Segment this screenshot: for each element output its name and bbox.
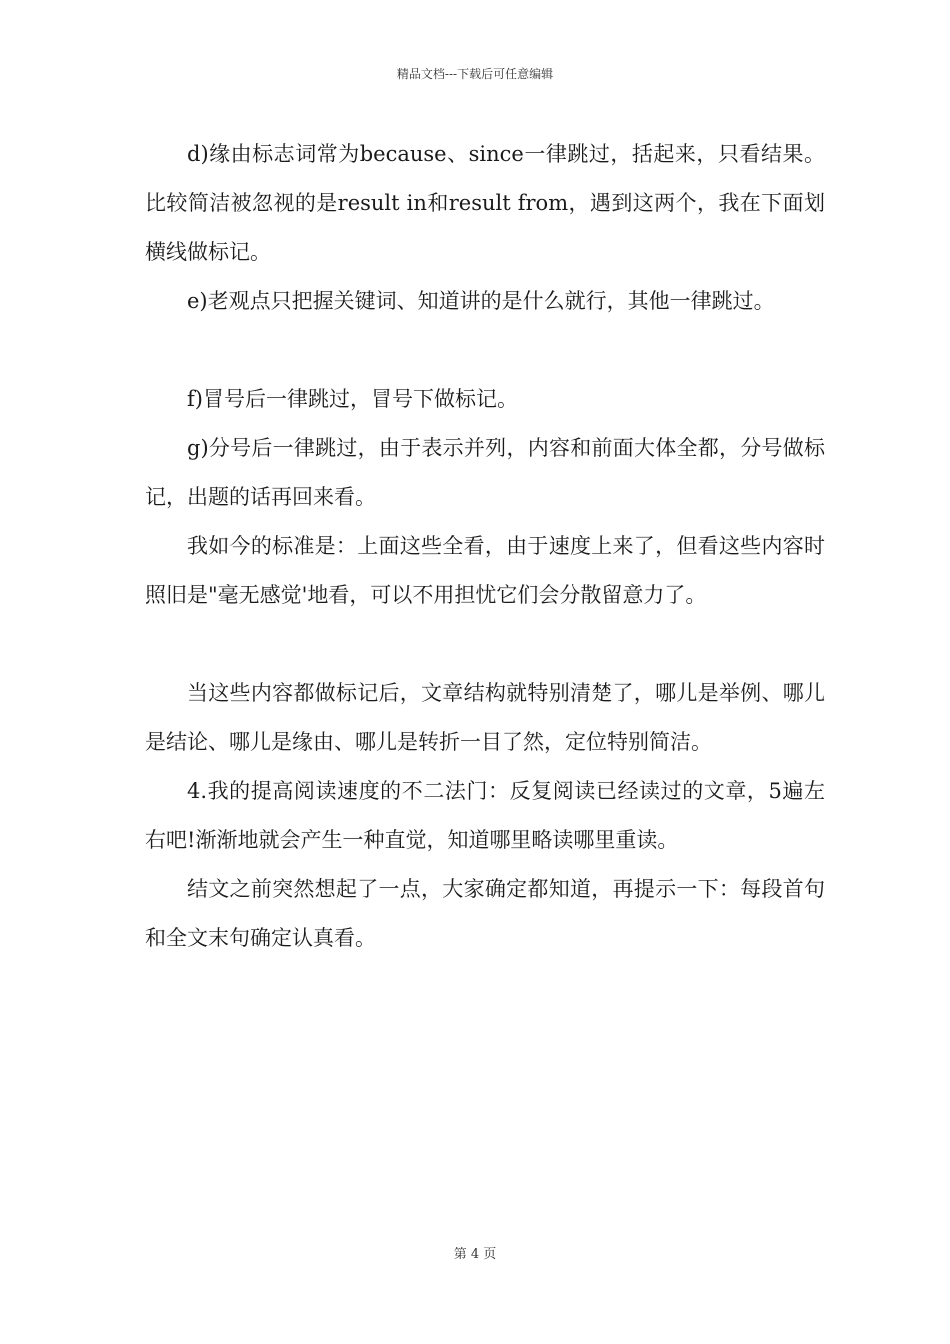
paragraph-spacer: [145, 326, 825, 375]
paragraph-d: d)缘由标志词常为because、since一律跳过，括起来，只看结果。比较简洁被忽视的是result in和result from，遇到这两个，我在下面划横线做标记。: [145, 142, 825, 264]
document-body: [145, 130, 825, 963]
page-number: 第 4 页: [453, 1247, 497, 1262]
paragraph-spacer: [145, 620, 825, 669]
paragraph-e: e)老观点只把握关键词、知道讲的是什么就行，其他一律跳过。: [187, 289, 775, 313]
paragraph-g: g)分号后一律跳过，由于表示并列，内容和前面大体全都，分号做标记，出题的话再回来看。: [145, 436, 825, 509]
paragraph-structure: 当这些内容都做标记后，文章结构就特别清楚了，哪儿是举例、哪儿是结论、哪儿是缘由、哪儿是转折一目了然，定位特别简洁。: [145, 681, 825, 754]
paragraph-standard: 我如今的标准是：上面这些全看，由于速度上来了，但看这些内容时照旧是"毫无感觉'地看，可以不用担忧它们会分散留意力了。: [145, 534, 825, 607]
paragraph-f: f)冒号后一律跳过，冒号下做标记。: [187, 387, 518, 411]
paragraph-method-4: 4.我的提高阅读速度的不二法门：反复阅读已经读过的文章，5遍左右吧!渐渐地就会产生一种直觉，知道哪里略读哪里重读。: [145, 779, 825, 852]
paragraph-conclusion: 结文之前突然想起了一点，大家确定都知道，再提示一下：每段首句和全文末句确定认真看。: [145, 877, 825, 950]
page-header: 精品文档---下载后可任意编辑: [396, 67, 554, 81]
